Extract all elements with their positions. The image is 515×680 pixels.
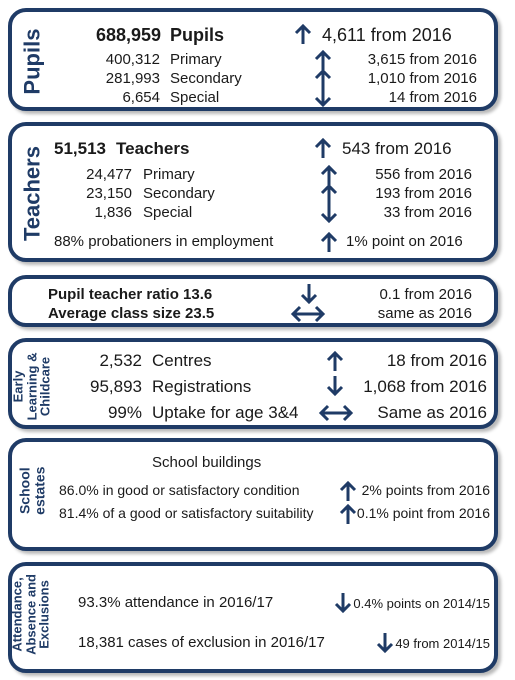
estates-suitability-text: 81.4% of a good or satisfactory suitability xyxy=(59,505,314,521)
early-side-line-1: Early xyxy=(10,370,26,403)
teachers-primary-label: Primary xyxy=(143,166,195,183)
pupils-secondary-change: 1,010 from 2016 xyxy=(367,70,477,87)
ratio-panel xyxy=(8,275,498,327)
early-side-line-3: Childcare xyxy=(37,356,53,417)
pupils-primary-change: 3,615 from 2016 xyxy=(367,51,477,68)
pupils-primary-value: 400,312 xyxy=(105,51,160,68)
attendance-rate-text: 93.3% attendance in 2016/17 xyxy=(78,594,274,611)
pupils-side-label: Pupils xyxy=(19,28,45,95)
exclusions-text: 18,381 cases of exclusion in 2016/17 xyxy=(78,634,325,651)
down-arrow-icon xyxy=(332,592,354,614)
early-registrations-value: 95,893 xyxy=(90,377,142,396)
pupil-teacher-ratio-change: 0.1 from 2016 xyxy=(379,286,472,303)
pupils-special-label: Special xyxy=(170,89,220,106)
teachers-side-label: Teachers xyxy=(19,146,45,242)
teachers-special-label: Special xyxy=(143,204,193,221)
up-arrow-icon xyxy=(318,231,340,253)
average-class-size-change: same as 2016 xyxy=(377,305,472,322)
early-learning-side-label xyxy=(12,346,53,426)
teachers-secondary-value: 23,150 xyxy=(86,185,132,202)
attendance-side-line-3: Exclusions xyxy=(36,580,52,649)
school-buildings-heading: School buildings xyxy=(152,454,262,471)
attendance-side-line-1: Attendance, xyxy=(9,577,25,652)
teachers-panel xyxy=(8,122,498,262)
early-registrations-label: Registrations xyxy=(152,377,252,396)
pupils-total-change: 4,611 from 2016 xyxy=(322,25,452,45)
teachers-primary-change: 556 from 2016 xyxy=(375,166,472,183)
pupils-total-label: Pupils xyxy=(170,25,225,45)
estates-condition-text: 86.0% in good or satisfactory condition xyxy=(59,482,300,498)
early-centres-label: Centres xyxy=(152,351,212,370)
down-arrow-icon xyxy=(298,283,320,305)
early-side-line-2: Learning & xyxy=(24,352,40,421)
down-arrow-icon xyxy=(312,86,334,108)
attendance-panel xyxy=(8,562,498,673)
estates-side-line-1: School xyxy=(16,467,33,515)
pupils-secondary-value: 281,993 xyxy=(105,70,160,87)
attendance-side-label xyxy=(11,559,52,669)
attendance-side-line-2: Absence and xyxy=(23,574,39,655)
early-uptake-value: 99% xyxy=(107,403,142,422)
teachers-primary-value: 24,477 xyxy=(86,166,132,183)
early-learning-panel xyxy=(8,338,498,429)
early-centres-value: 2,532 xyxy=(99,351,142,370)
school-estates-side-label xyxy=(17,451,46,531)
left-right-arrow-icon xyxy=(290,303,326,325)
teachers-probationers-change: 1% point on 2016 xyxy=(346,233,463,250)
teachers-total-label: Teachers xyxy=(116,139,190,158)
early-registrations-change: 1,068 from 2016 xyxy=(363,377,487,396)
pupils-special-value: 6,654 xyxy=(122,89,160,106)
teachers-total-value: 51,513 xyxy=(54,139,106,158)
early-uptake-change: Same as 2016 xyxy=(377,403,487,422)
attendance-rate-change: 0.4% points on 2014/15 xyxy=(353,596,490,611)
teachers-probationers-text: 88% probationers in employment xyxy=(54,233,274,250)
pupils-special-change: 14 from 2016 xyxy=(388,89,477,106)
pupil-teacher-ratio-text: Pupil teacher ratio 13.6 xyxy=(48,286,213,303)
estates-side-line-2: estates xyxy=(31,466,47,515)
pupils-panel xyxy=(8,8,498,111)
pupils-primary-label: Primary xyxy=(170,51,222,68)
teachers-special-value: 1,836 xyxy=(94,204,132,221)
estates-condition-change: 2% points from 2016 xyxy=(361,482,490,498)
exclusions-change: 49 from 2014/15 xyxy=(395,636,490,651)
teachers-secondary-label: Secondary xyxy=(143,185,215,202)
average-class-size-text: Average class size 23.5 xyxy=(48,305,215,322)
school-estates-panel xyxy=(8,438,498,551)
up-arrow-icon xyxy=(292,23,314,45)
down-arrow-icon xyxy=(318,202,340,224)
pupils-total-value: 688,959 xyxy=(96,25,162,45)
pupils-secondary-label: Secondary xyxy=(170,70,242,87)
up-arrow-icon xyxy=(312,137,334,159)
early-uptake-label: Uptake for age 3&4 xyxy=(152,403,299,422)
early-centres-change: 18 from 2016 xyxy=(386,351,487,370)
teachers-total-change: 543 from 2016 xyxy=(342,139,452,158)
teachers-special-change: 33 from 2016 xyxy=(383,204,472,221)
teachers-secondary-change: 193 from 2016 xyxy=(375,185,472,202)
estates-suitability-change: 0.1% point from 2016 xyxy=(356,505,490,521)
